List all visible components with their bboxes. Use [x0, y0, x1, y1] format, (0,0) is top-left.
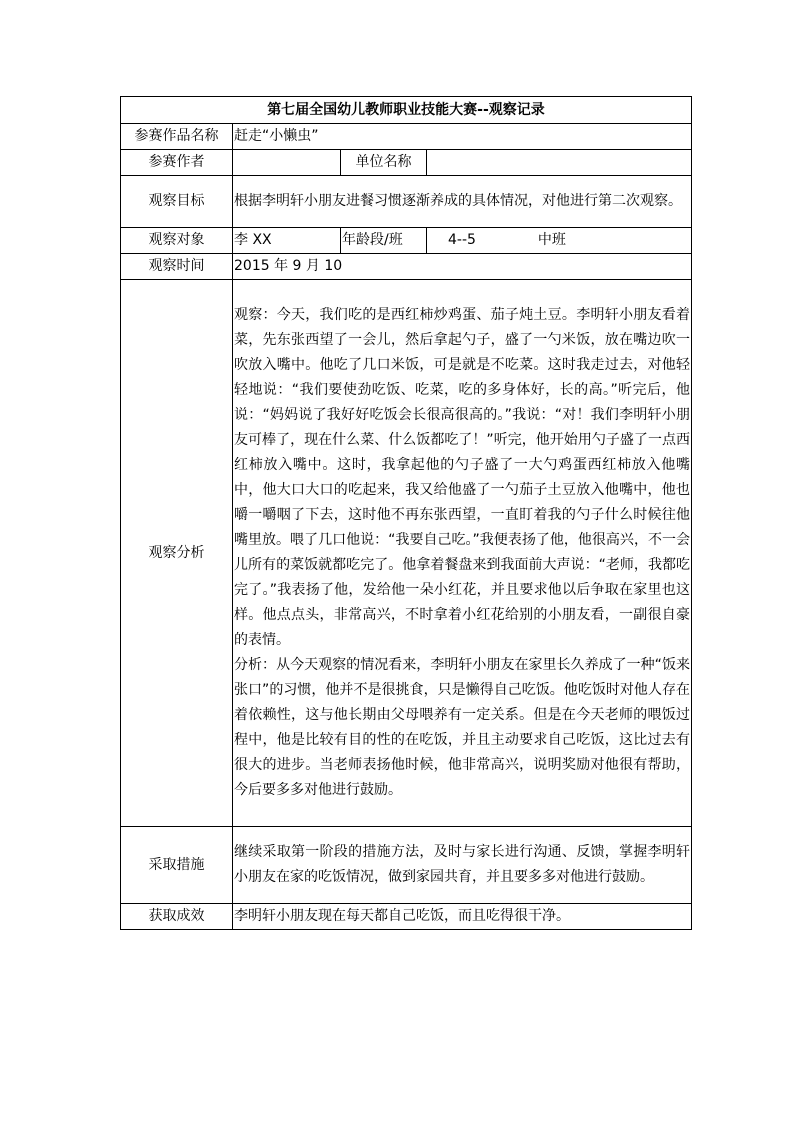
record-title: 第七届全国幼儿教师职业技能大赛--观察记录 [121, 97, 692, 124]
measures-value [233, 827, 692, 904]
goal-text: 根据李明轩小朋友进餐习惯逐渐养成的具体情况，对他进行第二次观察。 [234, 193, 682, 209]
unit-value [427, 150, 692, 176]
result-label: 获取成效 [121, 904, 233, 930]
analysis-text: 分析：从今天观察的情况看来，李明轩小朋友在家里长久养成了一种“饭来张口”的习惯，他并不是很挑食，只是懒得自己吃饭。他吃饭时对他人存在着依赖性，这与他长期由父母喂养有一定关系。但是在今天老师的喂饭过程中，他是比较有目的性的在吃饭，并且主动要求自己吃饭，这比过去有很大的进步。当老师表扬他时候，他非常高兴，说明奖励对他很有帮助，今后要多多对他进行鼓励。 [234, 657, 690, 798]
time-label: 观察时间 [121, 254, 233, 280]
class-name: 中班 [537, 232, 566, 248]
observation-record-table [120, 96, 692, 930]
analysis-value [233, 280, 692, 827]
goal-label: 观察目标 [121, 176, 233, 228]
observation-text: 观察：今天，我们吃的是西红柿炒鸡蛋、茄子炖土豆。李明轩小朋友看着菜，先东张西望了一会儿，然后拿起勺子，盛了一勺米饭，放在嘴边吹一吹放入嘴中。他吃了几口米饭，可是就是不吃菜。这时我走过去，对他轻轻地说：“我们要使劲吃饭、吃菜，吃的多身体好，长的高。”听完后，他说：“妈妈说了我好好吃饭会长很高很高的。”我说：“对！我们李明轩小朋友可棒了，现在什么菜、什么饭都吃了！”听完，他开始用勺子盛了一点西红柿放入嘴中。这时，我拿起他的勺子盛了一大勺鸡蛋西红柿放入他嘴中，他大口大口的吃起来，我又给他盛了一勺茄子土豆放入他嘴中，他也嚼一嚼咽了下去，这时他不再东张西望，一直盯着我的勺子什么时候往他嘴里放。喂了几口他说：“我要自己吃。”我便表扬了他，他很高兴，不一会儿所有的菜饭就都吃完了。他拿着餐盘来到我面前大声说：“老师，我都吃完了。”我表扬了他，发给他一朵小红花，并且要求他以后争取在家里也这样。他点点头，非常高兴，不时拿着小红花给别的小朋友看，一副很自豪的表情。 [234, 307, 690, 648]
age-class-value [427, 228, 692, 254]
goal-value [233, 176, 692, 228]
subject-label: 观察对象 [121, 228, 233, 254]
measures-label: 采取措施 [121, 827, 233, 904]
subject-value: 李 XX [233, 228, 341, 254]
time-value: 2015 年 9 月 10 [233, 254, 692, 280]
analysis-label: 观察分析 [121, 280, 233, 827]
author-value [233, 150, 341, 176]
result-value: 李明轩小朋友现在每天都自己吃饭，而且吃得很干净。 [233, 904, 692, 930]
age-range: 4--5 [448, 232, 476, 248]
measures-text: 继续采取第一阶段的措施方法，及时与家长进行沟通、反馈，掌握李明轩小朋友在家的吃饭情况，做到家园共育，并且要多多对他进行鼓励。 [234, 844, 690, 885]
work-name-value: 赶走“小懒虫” [233, 124, 692, 150]
age-class-label: 年龄段/班 [341, 228, 427, 254]
work-name-label: 参赛作品名称 [121, 124, 233, 150]
author-label: 参赛作者 [121, 150, 233, 176]
unit-label: 单位名称 [341, 150, 427, 176]
